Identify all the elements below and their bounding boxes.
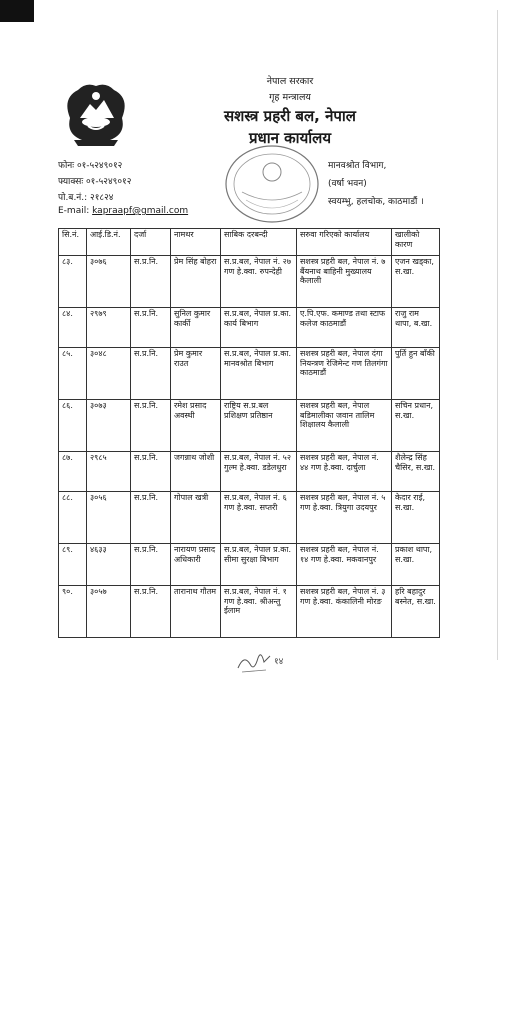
col-header-vacancy-reason: खालीको कारण <box>392 229 440 256</box>
col-header-sn: सि.नं. <box>59 229 87 256</box>
cell-id: ३०४८ <box>87 348 131 400</box>
header-organization: सशस्त्र प्रहरी बल, नेपाल <box>224 107 356 125</box>
office-building: (वर्षा भवन) <box>328 179 367 189</box>
contact-email-line <box>58 206 188 216</box>
cell-id: २९७९ <box>87 308 131 348</box>
table-row <box>59 586 440 638</box>
cell-rank: स.प्र.नि. <box>131 256 171 308</box>
cell-previous-post: राष्ट्रिय स.प्र.बल प्रशिक्षण प्रतिष्ठान <box>221 400 297 452</box>
nepal-emblem-icon <box>60 78 132 150</box>
col-header-id: आई.डि.नं. <box>87 229 131 256</box>
office-department: मानवश्रोत विभाग, <box>328 161 387 171</box>
cell-transferred-office: सशस्त्र प्रहरी बल, नेपाल दंगा नियन्त्रण रेजिमेन्ट गण तिलगंगा काठमाडौं <box>297 348 392 400</box>
table-row <box>59 256 440 308</box>
cell-rank: स.प्र.नि. <box>131 308 171 348</box>
cell-name: तारानाथ गौतम <box>171 586 221 638</box>
cell-name: रमेश प्रसाद अवस्थी <box>171 400 221 452</box>
cell-previous-post: स.प्र.बल, नेपाल नं. १ गण हे.क्वा. श्रीअन्तु ईलाम <box>221 586 297 638</box>
cell-rank: स.प्र.नि. <box>131 452 171 492</box>
cell-transferred-office: सशस्त्र प्रहरी बल, नेपाल नं. ५ गण हे.क्वा. त्रियुगा उदयपुर <box>297 492 392 544</box>
header-ministry: गृह मन्त्रालय <box>269 92 311 103</box>
cell-transferred-office: सशस्त्र प्रहरी बल, नेपाल नं. ३ गण हे.क्वा. कंकालिनी मोरङ <box>297 586 392 638</box>
cell-id: २९८५ <box>87 452 131 492</box>
cell-rank: स.प्र.नि. <box>131 544 171 586</box>
cell-vacancy-reason: केदार राई, स.खा. <box>392 492 440 544</box>
cell-transferred-office: सशस्त्र प्रहरी बल, नेपाल नं. ७ बैंयनाथ बाहिनी मुख्यालय कैलाली <box>297 256 392 308</box>
cell-previous-post: स.प्र.बल, नेपाल प्र.का. सीमा सुरक्षा बिभाग <box>221 544 297 586</box>
contact-phone: फोनः ०१-५२४९०१२ <box>58 161 123 171</box>
cell-name: प्रेम सिंह बोहरा <box>171 256 221 308</box>
email-label: E-mail: <box>58 206 90 216</box>
cell-sn: ८७. <box>59 452 87 492</box>
cell-id: ३०५७ <box>87 586 131 638</box>
cell-transferred-office: ए.पि.एफ. कमाण्ड तथा स्टाफ कलेज काठमाडौं <box>297 308 392 348</box>
cell-transferred-office: सशस्त्र प्रहरी बल, नेपाल नं. १४ गण हे.क्वा. मकवानपुर <box>297 544 392 586</box>
col-header-rank: दर्जा <box>131 229 171 256</box>
cell-transferred-office: सशस्त्र प्रहरी बल, नेपाल बडिमालीका जवान तालिम शिक्षालय कैलाली <box>297 400 392 452</box>
col-header-name: नामथर <box>171 229 221 256</box>
cell-vacancy-reason: हरि बहादुर बस्नेत, स.खा. <box>392 586 440 638</box>
page-number: १४ <box>274 657 284 667</box>
signature-mark <box>236 648 298 676</box>
cell-sn: ९०. <box>59 586 87 638</box>
email-link[interactable]: kapraapf@gmail.com <box>92 206 189 216</box>
cell-vacancy-reason: शैलेन्द्र सिंह चैसिर, स.खा. <box>392 452 440 492</box>
cell-rank: स.प्र.नि. <box>131 400 171 452</box>
contact-fax: फ्याक्सः ०१-५२४९०१२ <box>58 177 132 187</box>
cell-rank: स.प्र.नि. <box>131 348 171 400</box>
scan-corner-mark <box>0 0 34 22</box>
cell-id: ४६३३ <box>87 544 131 586</box>
cell-vacancy-reason: राजु राम थापा, ब.खा. <box>392 308 440 348</box>
cell-sn: ८६. <box>59 400 87 452</box>
cell-name: नारायण प्रसाद अधिकारी <box>171 544 221 586</box>
cell-id: ३०५६ <box>87 492 131 544</box>
cell-name: गोपाल खत्री <box>171 492 221 544</box>
contact-pobox: पो.ब.नं.: २१८२४ <box>58 193 114 203</box>
cell-sn: ८३. <box>59 256 87 308</box>
cell-vacancy-reason: सचिन प्रधान, स.खा. <box>392 400 440 452</box>
col-header-transferred-office: सरुवा गरिएको कार्यालय <box>297 229 392 256</box>
table-row <box>59 544 440 586</box>
cell-name: जगन्नाथ जोशी <box>171 452 221 492</box>
table-row <box>59 452 440 492</box>
cell-rank: स.प्र.नि. <box>131 586 171 638</box>
office-address: स्वयम्भु, हलचोक, काठमाडौं । <box>328 197 424 207</box>
table-row <box>59 348 440 400</box>
transfer-table <box>58 228 440 638</box>
cell-previous-post: स.प्र.बल, नेपाल प्र.का. कार्य बिभाग <box>221 308 297 348</box>
col-header-previous-post: साबिक दरबन्दी <box>221 229 297 256</box>
table-header-row <box>59 229 440 256</box>
cell-transferred-office: सशस्त्र प्रहरी बल, नेपाल नं. ४४ गण हे.क्वा. दार्चुला <box>297 452 392 492</box>
cell-previous-post: स.प्र.बल, नेपाल नं. ५२ गुल्म हे.क्वा. डडेलधुरा <box>221 452 297 492</box>
cell-id: ३०७६ <box>87 256 131 308</box>
office-stamp-icon <box>222 142 322 226</box>
cell-sn: ८५. <box>59 348 87 400</box>
cell-vacancy-reason: प्रकाश थापा, स.खा. <box>392 544 440 586</box>
cell-previous-post: स.प्र.बल, नेपाल प्र.का. मानवश्रोत बिभाग <box>221 348 297 400</box>
signature-scribble-icon <box>236 648 276 676</box>
table-row <box>59 400 440 452</box>
cell-previous-post: स.प्र.बल, नेपाल नं. २७ गण हे.क्वा. रुपन्देही <box>221 256 297 308</box>
cell-name: प्रेम कुमार राउत <box>171 348 221 400</box>
cell-vacancy-reason: पुर्ति हुन बाँकी <box>392 348 440 400</box>
cell-sn: ८९. <box>59 544 87 586</box>
cell-rank: स.प्र.नि. <box>131 492 171 544</box>
header-office: प्रधान कार्यालय <box>248 129 332 147</box>
table-row <box>59 308 440 348</box>
cell-vacancy-reason: एजन खड्का, स.खा. <box>392 256 440 308</box>
cell-name: सुनिल कुमार कार्की <box>171 308 221 348</box>
cell-sn: ८४. <box>59 308 87 348</box>
scan-edge-line <box>497 10 498 660</box>
header-government: नेपाल सरकार <box>266 76 314 87</box>
cell-sn: ८८. <box>59 492 87 544</box>
cell-previous-post: स.प्र.बल, नेपाल नं. ६ गण हे.क्वा. सप्तरी <box>221 492 297 544</box>
table-row <box>59 492 440 544</box>
cell-id: ३०७३ <box>87 400 131 452</box>
